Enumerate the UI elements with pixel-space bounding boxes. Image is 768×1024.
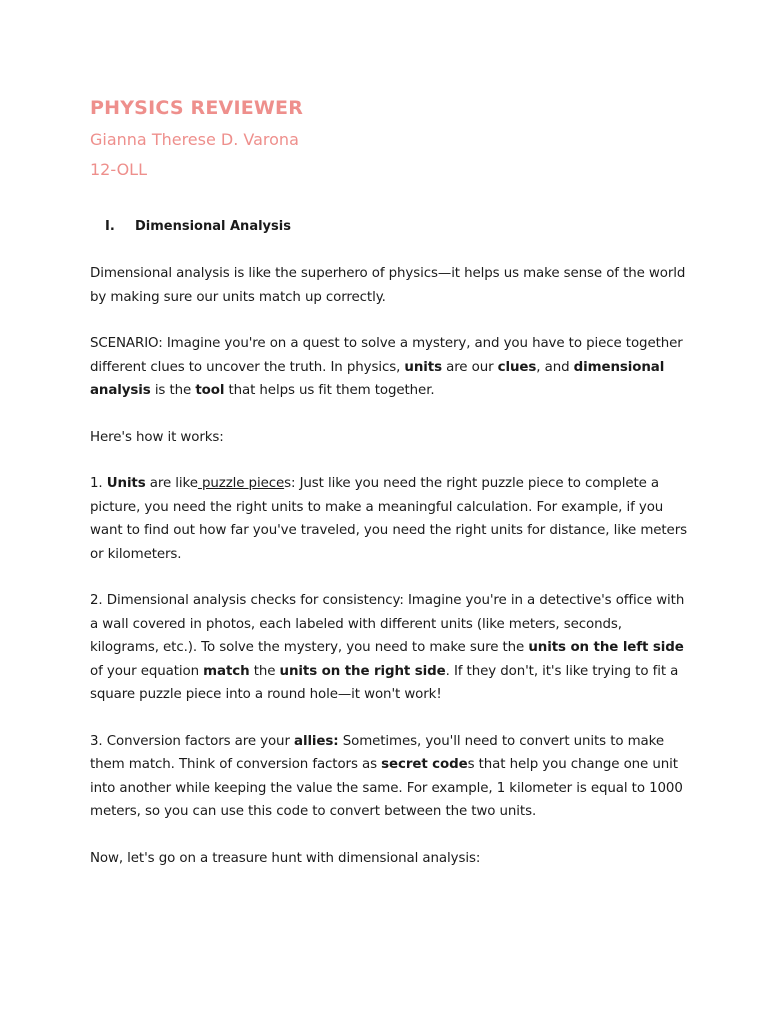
text-span: s that help you change one unit into another while keeping the value the same. For example, 1 kilometer is equal to 1000 meters, so you can use this code to convert between the two units. xyxy=(90,757,683,819)
bold-span: allies xyxy=(294,733,334,749)
text-span: Dimensional analysis is like the superhero of physics—it helps us make sense of the world by making sure our units match up correctly. xyxy=(90,266,686,305)
paragraph-intro xyxy=(90,262,690,309)
document-header xyxy=(90,96,303,185)
text-span: is the xyxy=(150,383,196,398)
text-span: . If they don't, it's like trying to fit a square puzzle piece into a round hole—it won't work! xyxy=(90,663,679,702)
paragraph-point-3 xyxy=(90,730,690,824)
document-title: PHYSICS REVIEWER xyxy=(90,97,304,119)
section-title: Dimensional Analysis xyxy=(135,219,291,234)
text-span: are our xyxy=(441,359,498,375)
author-name: Gianna Therese D. Varona xyxy=(90,130,299,149)
bold-span: tool xyxy=(195,383,225,398)
text-span: s: Just like you need the right puzzle piece to complete a picture, you need the right units to make a meaningful calculation. For example, if you want to find out how far you've traveled, you need the right units for distance, like meters or kilometers. xyxy=(90,476,687,562)
bold-span: dimensional analysis xyxy=(90,359,665,398)
text-span: the xyxy=(249,663,280,679)
text-span: Sometimes, you'll need to convert units to make them match. Think of conversion factors as xyxy=(90,733,664,772)
text-span: 1. xyxy=(90,476,107,491)
bold-span: match xyxy=(203,663,250,679)
text-span: SCENARIO: Imagine you're on a quest to solve a mystery, and you have to piece together different clues to uncover the truth. In physics, xyxy=(90,336,683,375)
text-span: are like xyxy=(145,476,198,491)
paragraph-scenario xyxy=(90,332,690,403)
text-span: , and xyxy=(536,359,574,375)
bold-span: : xyxy=(333,733,339,749)
paragraph-treasure-hunt xyxy=(90,847,690,871)
paragraph-point-2 xyxy=(90,589,690,707)
document-body xyxy=(90,262,690,893)
underlined-span: puzzle piece xyxy=(197,476,285,491)
paragraph-point-1 xyxy=(90,472,690,566)
section-number: I. xyxy=(105,219,115,234)
bold-span: units on the left side xyxy=(528,640,684,655)
text-span: that helps us fit them together. xyxy=(224,383,435,398)
bold-span: secret code xyxy=(381,757,468,772)
text-span: Now, let's go on a treasure hunt with dimensional analysis: xyxy=(90,850,481,866)
bold-span: Units xyxy=(106,476,146,491)
text-span: 2. Dimensional analysis checks for consistency: Imagine you're in a detective's office with a wall covered in photos, each labeled with different units (like meters, seconds, kilograms, etc.). To solve the mystery, you need to make sure the xyxy=(90,593,685,655)
text-span: of your equation xyxy=(90,663,204,679)
bold-span: units on the right side xyxy=(279,663,446,679)
section-heading xyxy=(105,218,291,236)
text-span: 3. Conversion factors are your xyxy=(90,733,295,749)
bold-span: units xyxy=(404,359,442,375)
paragraph-how-it-works xyxy=(90,426,690,450)
class-section: 12-OLL xyxy=(90,160,147,179)
bold-span: clues xyxy=(497,359,537,375)
text-span: Here's how it works: xyxy=(90,429,224,445)
